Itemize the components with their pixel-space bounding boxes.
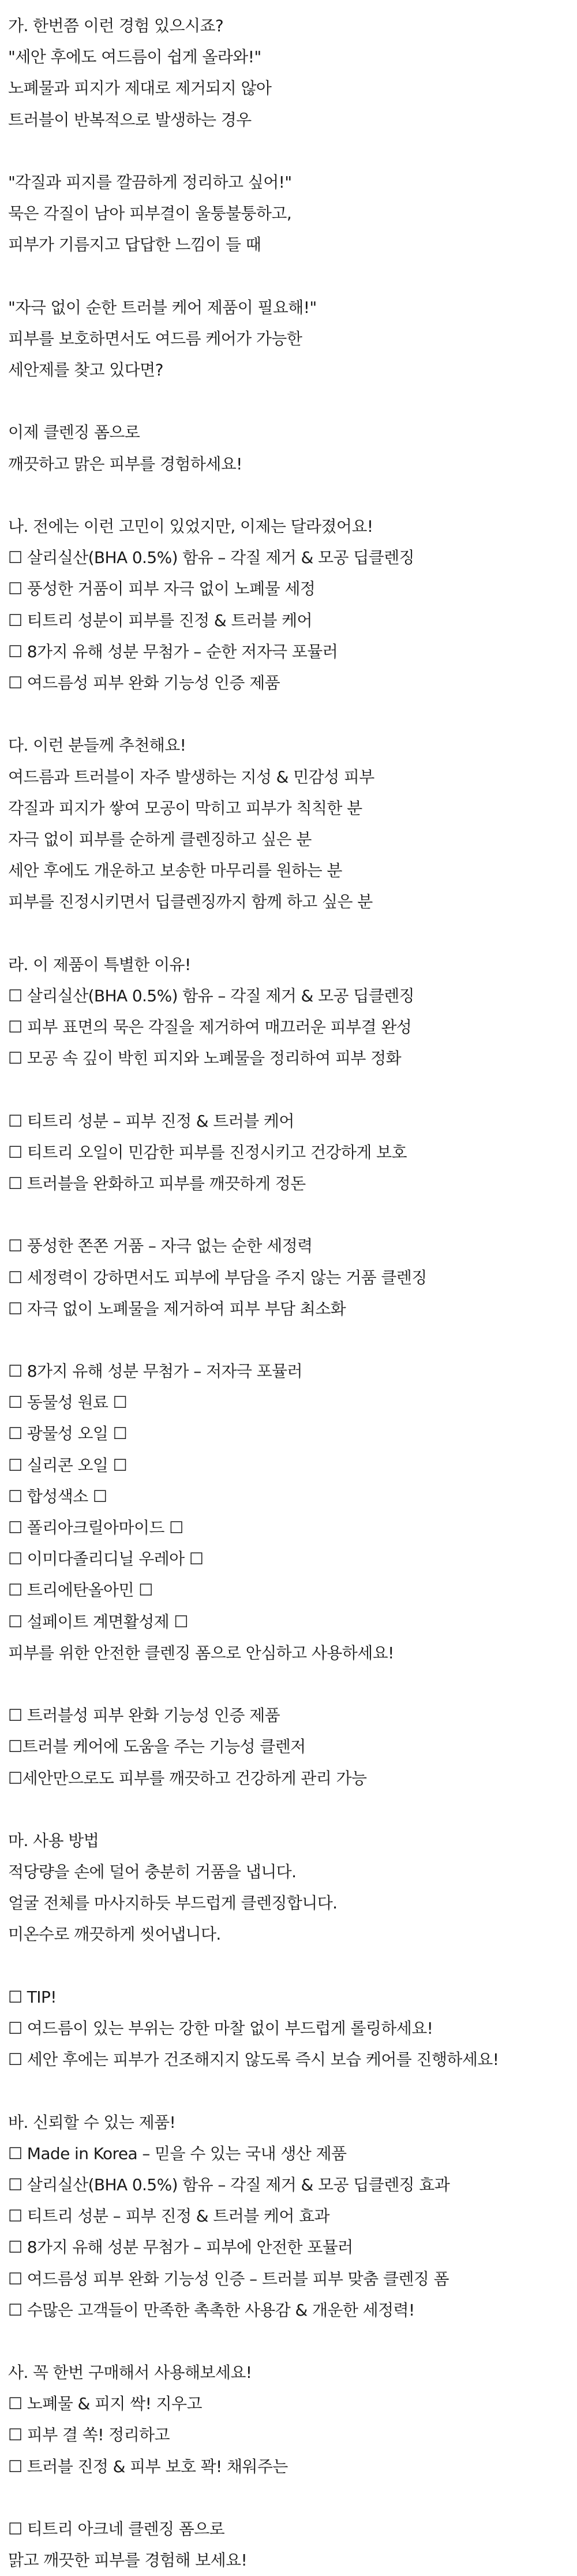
text-line: 여드름과 트러블이 자주 발생하는 지성 & 민감성 피부 [8,767,374,786]
text-line: ☐ 티트리 성분 – 피부 진정 & 트러블 케어 [8,1111,294,1131]
section-trusted-product [8,2107,577,2326]
text-line: ☐ 티트리 성분이 피부를 진정 & 트러블 케어 [8,610,313,630]
blank-line [8,2482,577,2514]
text-line: ☐ 자극 없이 노폐물을 제거하여 피부 부담 최소화 [8,1299,346,1318]
text-line: 자극 없이 피부를 순하게 클렌징하고 싶은 분 [8,829,312,849]
text-line: 노폐물과 피지가 제대로 제거되지 않아 [8,79,272,98]
text-line: 각질과 피지가 쌓여 모공이 막히고 피부가 칙칙한 분 [8,798,362,818]
section-gap [8,2075,577,2107]
blank-line [8,261,577,292]
section-heading: 나. 전에는 이런 고민이 있었지만, 이제는 달라졌어요! [8,517,373,536]
text-line: 세안 후에도 개운하고 보송한 마무리를 원하는 분 [8,861,342,881]
text-line: ☐ 모공 속 깊이 박힌 피지와 노폐물을 정리하여 피부 정화 [8,1049,402,1068]
section-before-after [8,511,577,699]
section-gap [8,480,577,511]
section-gap [8,918,577,949]
text-line: ☐ 수많은 고객들이 만족한 촉촉한 사용감 & 개운한 세정력! [8,2300,415,2320]
text-line: ☐ 풍성한 쫀쫀 거품 – 자극 없는 순한 세정력 [8,1236,313,1256]
text-line: 피부를 진정시키면서 딥클렌징까지 함께 하고 싶은 분 [8,892,373,912]
text-line: ☐ 여드름성 피부 완화 기능성 인증 제품 [8,673,280,692]
text-line: ☐ 살리실산(BHA 0.5%) 함유 – 각질 제거 & 모공 딥클렌징 [8,548,415,568]
text-line: 묵은 각질이 남아 피부결이 울퉁불퉁하고, [8,204,292,223]
section-intro [8,10,577,480]
text-line: 깨끗하고 맑은 피부를 경험하세요! [8,454,242,474]
text-line: ☐트러블 케어에 도움을 주는 기능성 클렌저 [8,1737,306,1757]
text-line: ☐세안만으로도 피부를 깨끗하고 건강하게 관리 가능 [8,1768,367,1788]
section-heading: 사. 꼭 한번 구매해서 사용해보세요! [8,2363,252,2383]
text-line: ☐ 세안 후에는 피부가 건조해지지 않도록 즉시 보습 케어를 진행하세요! [8,2050,499,2070]
text-line: ☐ 살리실산(BHA 0.5%) 함유 – 각질 제거 & 모공 딥클렌징 [8,986,415,1005]
text-line: ☐ 8가지 유해 성분 무첨가 – 피부에 안전한 포뮬러 [8,2238,353,2257]
blank-line [8,1199,577,1231]
text-line: ☐ 티트리 오일이 민감한 피부를 진정시키고 건강하게 보호 [8,1142,407,1162]
text-line: "자극 없이 순한 트러블 케어 제품이 필요해!" [8,297,317,317]
text-line: ☐ 트리에탄올아민 ☐ [8,1580,153,1600]
blank-line [8,1669,577,1700]
text-line: ☐ 티트리 아크네 클렌징 폼으로 [8,2519,225,2538]
text-line: ☐ 피부 표면의 묵은 각질을 제거하여 매끄러운 피부결 완성 [8,1017,412,1037]
text-line: ☐ TIP! [8,1987,57,2007]
text-line: ☐ 트러블을 완화하고 피부를 깨끗하게 정돈 [8,1173,306,1193]
text-line: 적당량을 손에 덜어 충분히 거품을 냅니다. [8,1862,297,1882]
text-line: ☐ 여드름성 피부 완화 기능성 인증 – 트러블 피부 맞춤 클렌징 폼 [8,2269,449,2288]
section-call-to-action [8,2357,577,2576]
text-line: 피부가 기름지고 답답한 느낌이 들 때 [8,235,261,255]
blank-line [8,136,577,167]
text-line: ☐ 풍성한 거품이 피부 자극 없이 노폐물 세정 [8,579,316,599]
text-line: ☐ 합성색소 ☐ [8,1486,107,1506]
text-line: ☐ 광물성 오일 ☐ [8,1424,128,1444]
text-line: ☐ 티트리 성분 – 피부 진정 & 트러블 케어 효과 [8,2206,330,2226]
text-line: 가. 한번쯤 이런 경험 있으시죠? [8,16,224,35]
section-gap [8,1794,577,1825]
blank-line [8,1951,577,1982]
text-line: 피부를 보호하면서도 여드름 케어가 가능한 [8,329,302,348]
text-line: ☐ 트러블성 피부 완화 기능성 인증 제품 [8,1706,280,1725]
section-gap [8,2326,577,2357]
text-line: 세안제를 찾고 있다면? [8,360,163,380]
text-line: 피부를 위한 안전한 클렌징 폼으로 안심하고 사용하세요! [8,1643,394,1662]
text-line: ☐ 세정력이 강하면서도 피부에 부담을 주지 않는 거품 클렌징 [8,1268,427,1287]
blank-line [8,1325,577,1356]
text-line: ☐ 폴리아크릴아마이드 ☐ [8,1518,183,1537]
section-how-to-use [8,1825,577,2076]
section-special-reasons [8,949,577,1794]
section-recommended-for [8,730,577,918]
text-line: ☐ 여드름이 있는 부위는 강한 마찰 없이 부드럽게 롤링하세요! [8,2019,433,2038]
text-line: 맑고 깨끗한 피부를 경험해 보세요! [8,2551,248,2570]
text-line: ☐ 실리콘 오일 ☐ [8,1455,128,1475]
section-heading: 라. 이 제품이 특별한 이유! [8,955,191,974]
blank-line [8,386,577,417]
text-line: ☐ Made in Korea – 믿을 수 있는 국내 생산 제품 [8,2143,347,2163]
text-line: "세안 후에도 여드름이 쉽게 올라와!" [8,47,261,67]
text-line: ☐ 8가지 유해 성분 무첨가 – 순한 저자극 포뮬러 [8,642,338,661]
text-line: ☐ 노폐물 & 피지 싹! 지우고 [8,2394,202,2414]
section-gap [8,699,577,730]
text-line: ☐ 설페이트 계면활성제 ☐ [8,1612,188,1631]
text-line: 이제 클렌징 폼으로 [8,423,140,442]
text-line: ☐ 이미다졸리디닐 우레아 ☐ [8,1549,204,1569]
text-line: "각질과 피지를 깔끔하게 정리하고 싶어!" [8,172,292,192]
section-heading: 마. 사용 방법 [8,1831,99,1850]
text-line: ☐ 살리실산(BHA 0.5%) 함유 – 각질 제거 & 모공 딥클렌징 효과 [8,2175,450,2194]
text-line: 얼굴 전체를 마사지하듯 부드럽게 클렌징합니다. [8,1893,338,1913]
blank-line [8,1074,577,1105]
text-line: 트러블이 반복적으로 발생하는 경우 [8,110,252,129]
section-heading: 바. 신뢰할 수 있는 제품! [8,2112,176,2132]
text-line: ☐ 8가지 유해 성분 무첨가 – 저자극 포뮬러 [8,1362,302,1381]
section-heading: 다. 이런 분들께 추천해요! [8,736,186,755]
text-line: ☐ 트러블 진정 & 피부 보호 꽉! 채워주는 [8,2456,288,2476]
text-line: ☐ 피부 결 쏙! 정리하고 [8,2425,170,2445]
text-line: 미온수로 깨끗하게 씻어냅니다. [8,1925,221,1944]
text-line: ☐ 동물성 원료 ☐ [8,1393,128,1412]
